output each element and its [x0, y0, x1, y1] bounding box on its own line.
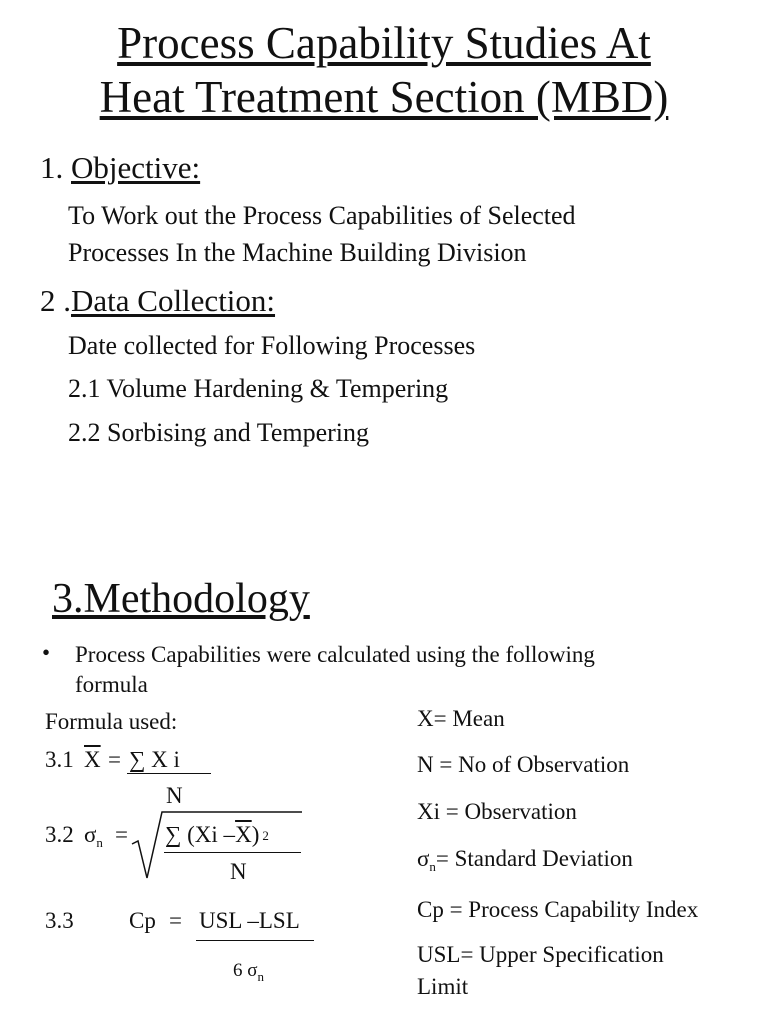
formula-3-1-numerator: ∑ X i — [129, 747, 180, 772]
numerator-exponent: 2 — [262, 828, 269, 843]
definition-mean: X= Mean — [417, 706, 505, 731]
definition-n: N = No of Observation — [417, 752, 630, 777]
definition-xi: Xi = Observation — [417, 799, 577, 824]
formula-3-1-fraction-bar — [127, 773, 211, 774]
formula-3-3-cp: Cp — [129, 908, 156, 933]
sigma-symbol: σ — [84, 822, 97, 847]
numerator-open: ∑ (Xi – — [165, 822, 236, 847]
formula-label: Formula used: — [45, 709, 178, 734]
section-1-title: Objective: — [71, 150, 201, 185]
formula-3-3-number: 3.3 — [45, 908, 74, 933]
denominator-coefficient: 6 σ — [233, 960, 258, 981]
section-1-number: 1. — [40, 150, 71, 185]
page-title-line-2: Heat Treatment Section (MBD) — [99, 72, 669, 122]
definition-usl-line-1: USL= Upper Specification — [417, 942, 664, 967]
formula-3-3-equals: = — [169, 908, 182, 933]
bullet-text-line-1: Process Capabilities were calculated using the following — [75, 642, 595, 667]
process-item-2: 2.2 Sorbising and Tempering — [68, 418, 370, 447]
formula-3-2-numerator — [165, 822, 269, 848]
section-1-heading — [40, 150, 200, 186]
formula-3-1-number: 3.1 — [45, 747, 74, 772]
bullet-icon: • — [42, 640, 51, 665]
formula-3-2-equals: = — [115, 822, 128, 847]
section-3-heading: 3.Methodology — [52, 576, 310, 622]
formula-3-2-number: 3.2 — [45, 822, 74, 847]
section-2-number: 2 . — [40, 283, 71, 318]
definition-sigma-text: = Standard Deviation — [435, 846, 633, 871]
sigma-subscript: n — [96, 835, 103, 850]
denominator-subscript: n — [257, 969, 264, 984]
definition-sigma-subscript: n — [429, 859, 436, 874]
objective-text-line-2: Processes In the Machine Building Division — [68, 238, 527, 267]
section-2-title: Data Collection: — [71, 283, 276, 318]
definition-cp: Cp = Process Capability Index — [417, 897, 699, 922]
formula-3-3-numerator: USL –LSL — [199, 908, 300, 933]
definition-sigma — [417, 846, 633, 872]
formula-3-1-xbar: $\overline{X}$ — [84, 747, 101, 772]
formula-3-2-sigma — [84, 822, 103, 848]
objective-text-line-1: To Work out the Process Capabilities of Selected — [68, 201, 576, 230]
numerator-xbar: $\overline{X}$ — [235, 822, 252, 847]
formula-3-1-equals: = — [108, 747, 121, 772]
formula-3-1-denominator: N — [166, 783, 183, 808]
bullet-text-line-2: formula — [75, 672, 148, 697]
formula-3-3-denominator — [233, 960, 264, 982]
data-collection-intro: Date collected for Following Processes — [68, 331, 476, 360]
numerator-close: ) — [251, 822, 260, 847]
definition-usl-line-2: Limit — [417, 974, 469, 999]
formula-3-3-fraction-bar — [196, 940, 314, 941]
formula-3-2-fraction-bar — [164, 852, 301, 853]
process-item-1: 2.1 Volume Hardening & Tempering — [68, 374, 449, 403]
definition-sigma-symbol: σ — [417, 846, 430, 871]
page-title-line-1: Process Capability Studies At — [117, 18, 651, 68]
section-2-heading — [40, 283, 275, 319]
formula-3-2-denominator: N — [230, 859, 247, 884]
